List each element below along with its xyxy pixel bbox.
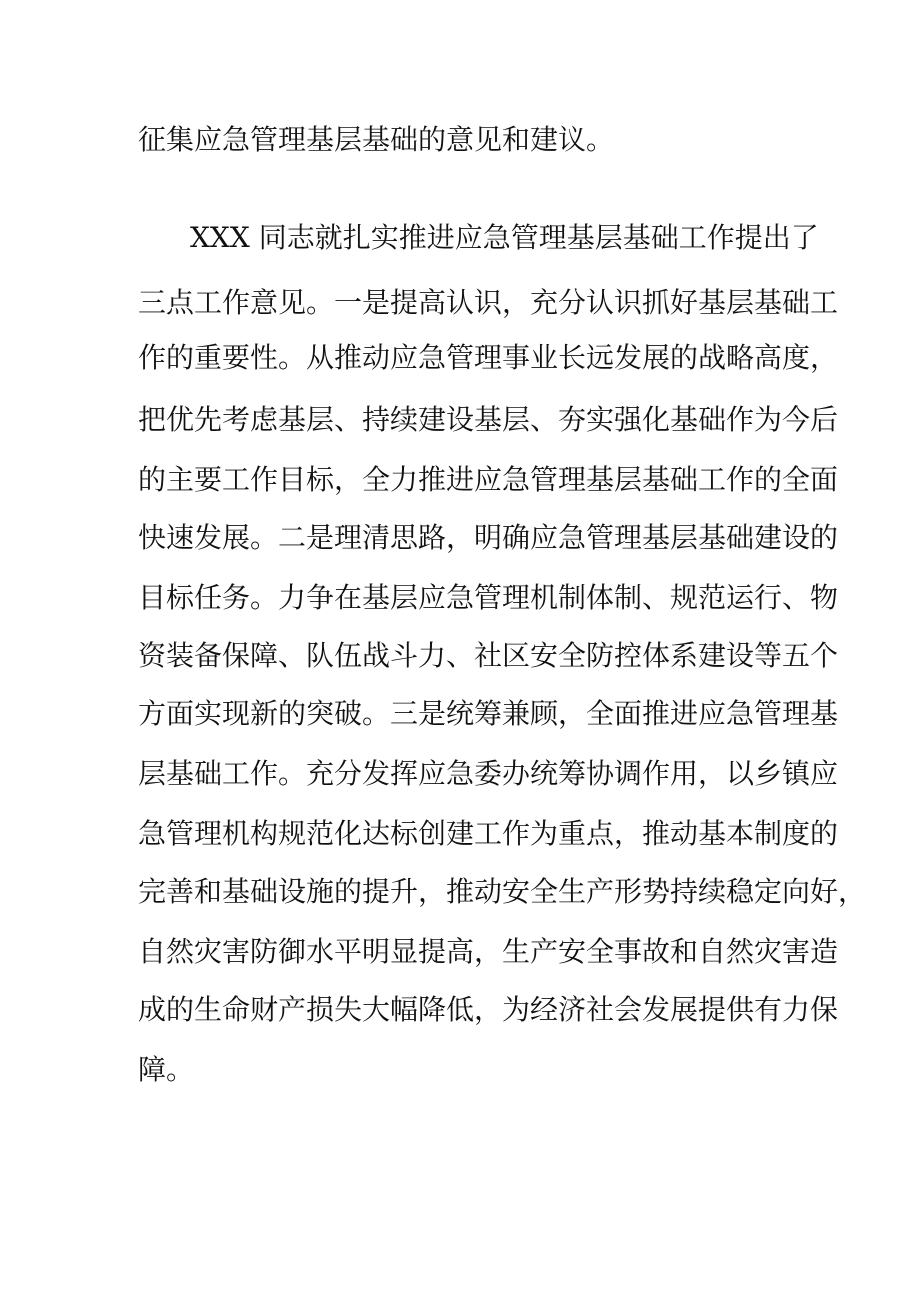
paragraph-2-line-4: 把优先考虑基层、持续建设基层、夯实强化基础作为今后 (138, 403, 839, 436)
paragraph-1-line-1: 征集应急管理基层基础的意见和建议。 (138, 123, 615, 156)
paragraph-2-line-14: 成的生命财产损失大幅降低，为经济社会发展提供有力保 (138, 993, 839, 1026)
paragraph-2-line-7: 目标任务。力争在基层应急管理机制体制、规范运行、物 (138, 581, 839, 614)
paragraph-2-line-1: XXX 同志就扎实推进应急管理基层基础工作提出了 (190, 221, 819, 254)
paragraph-2-line-6: 快速发展。二是理清思路，明确应急管理基层基础建设的 (138, 521, 839, 554)
paragraph-2-line-11: 急管理机构规范化达标创建工作为重点，推动基本制度的 (138, 817, 839, 850)
paragraph-2-line-9: 方面实现新的突破。三是统筹兼顾，全面推进应急管理基 (138, 697, 839, 730)
paragraph-2-line-10: 层基础工作。充分发挥应急委办统筹协调作用，以乡镇应 (138, 757, 839, 790)
paragraph-2-line-3: 作的重要性。从推动应急管理事业长远发展的战略高度， (138, 341, 839, 374)
paragraph-2-line-8: 资装备保障、队伍战斗力、社区安全防控体系建设等五个 (138, 639, 839, 672)
paragraph-2-line-2: 三点工作意见。一是提高认识，充分认识抓好基层基础工 (138, 286, 839, 319)
paragraph-2-line-5: 的主要工作目标，全力推进应急管理基层基础工作的全面 (138, 463, 839, 496)
paragraph-2-line-12: 完善和基础设施的提升，推动安全生产形势持续稳定向好， (138, 875, 867, 908)
paragraph-2-line-13: 自然灾害防御水平明显提高，生产安全事故和自然灾害造 (138, 935, 839, 968)
paragraph-2-line-15: 障。 (138, 1053, 195, 1086)
